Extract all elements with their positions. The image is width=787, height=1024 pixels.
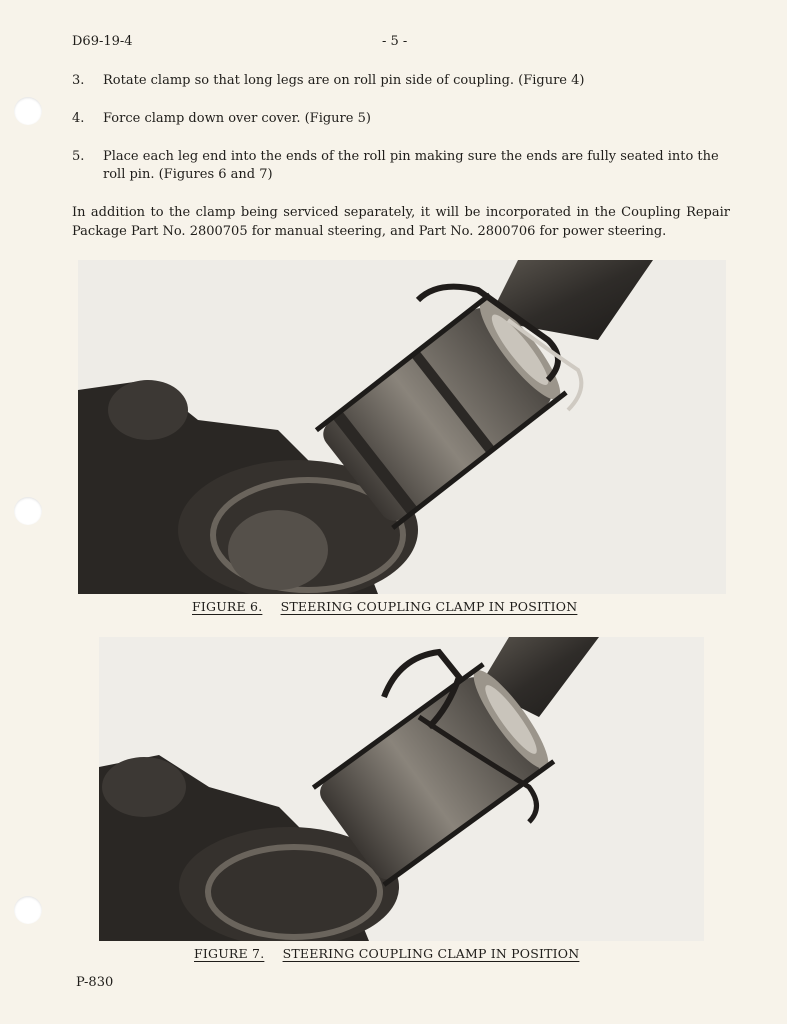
figure-6-photo	[78, 260, 726, 594]
binder-hole	[14, 896, 42, 924]
instruction-step	[72, 72, 732, 90]
figure-7-caption	[194, 946, 579, 961]
step-text: Place each leg end into the ends of the roll pin making sure the ends are fully seated into the roll pin. (Figures 6 and 7)	[103, 149, 719, 182]
figure-title: STEERING COUPLING CLAMP IN POSITION	[280, 599, 578, 614]
step-number: 4.	[72, 111, 85, 126]
step-number: 3.	[72, 73, 85, 88]
body-paragraph: In addition to the clamp being serviced separately, it will be incorporated in the Coupling Repair Package Part No. 2800705 for manual steering, and Part No. 2800706 for power steering.	[72, 205, 730, 239]
step-text: Force clamp down over cover. (Figure 5)	[103, 111, 371, 126]
figure-label: FIGURE 7.	[194, 946, 265, 961]
binder-hole	[14, 97, 42, 125]
figure-title: STEERING COUPLING CLAMP IN POSITION	[282, 946, 580, 961]
instruction-step	[72, 110, 732, 128]
figure-6-caption	[192, 599, 577, 614]
binder-hole	[14, 497, 42, 525]
footer-code: P-830	[76, 975, 114, 990]
figure-label: FIGURE 6.	[192, 599, 263, 614]
instruction-step	[72, 148, 732, 184]
figure-7-photo	[99, 637, 704, 941]
page-number: - 5 -	[382, 34, 408, 49]
document-id: D69-19-4	[72, 34, 133, 49]
step-text: Rotate clamp so that long legs are on roll pin side of coupling. (Figure 4)	[103, 73, 585, 88]
step-number: 5.	[72, 149, 85, 164]
